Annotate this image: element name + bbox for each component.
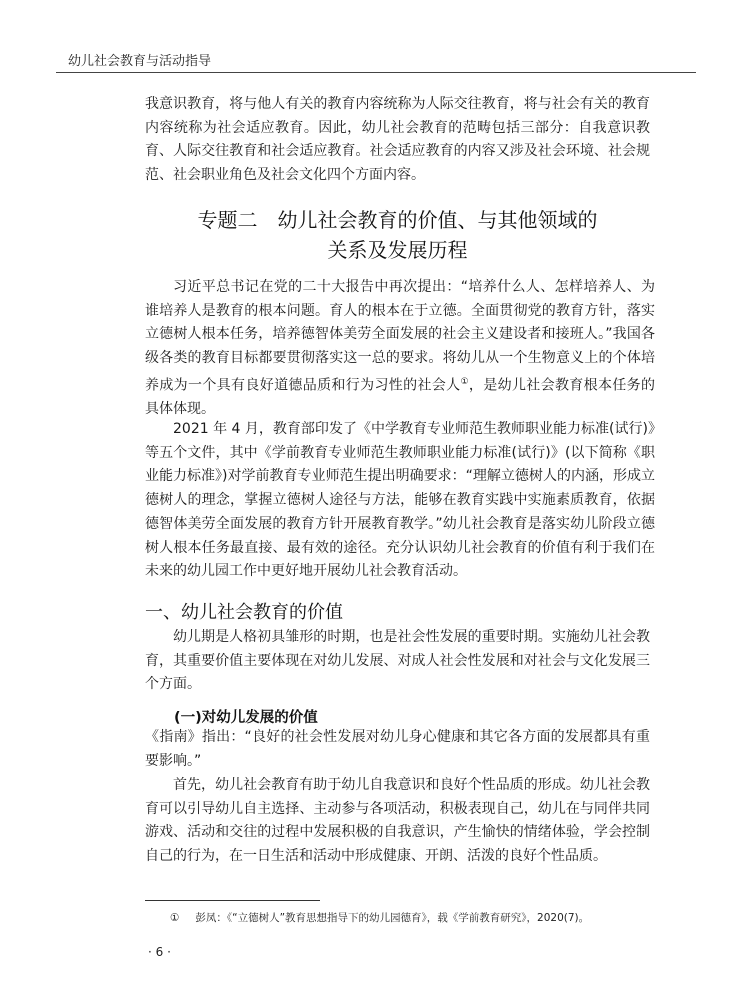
footnote-mark: ① bbox=[170, 912, 180, 924]
chapter-title bbox=[145, 205, 650, 265]
paragraph-ministry-standard: 2021 年 4 月，教育部印发了《中学教育专业师范生教师职业能力标准(试行)》等五个文件，其中《学前教育专业师范生教师职业能力标准(试行)》(以下简称《职业能力标准》)对学前教育专业师范生提出明确要求：“理解立德树人的内涵，形成立德树人的理念，掌握立德树人途径与方法，能够在教育实践中实施素质教育，依据德智体美劳全面发展的教育方针开展教育教学。”幼儿社会教育是落实幼儿阶段立德树人根本任务最直接、最有效的途径。充分认识幼儿社会教育的价值有利于我们在未来的幼儿园工作中更好地开展幼儿社会教育活动。 bbox=[145, 421, 655, 580]
paragraph-continued: 我意识教育，将与他人有关的教育内容统称为人际交往教育，将与社会有关的教育内容统称为社会适应教育。因此，幼儿社会教育的范畴包括三部分：自我意识教育、人际交往教育和社会适应教育。社会适应教育的内容又涉及社会环境、社会规范、社会职业角色及社会文化四个方面内容。 bbox=[145, 96, 650, 184]
footnote-divider bbox=[145, 900, 320, 901]
footnote-text: 彭凤：《“立德树人”教育思想指导下的幼儿园德育》，载《学前教育研究》，2020(7)。 bbox=[195, 912, 590, 924]
chapter-title-line-2: 关系及发展历程 bbox=[327, 238, 468, 262]
running-header: 幼儿社会教育与活动指导 bbox=[68, 54, 212, 69]
paragraph-intro: 幼儿期是人格初具雏形的时期，也是社会性发展的重要时期。实施幼儿社会教育，其重要价值主要体现在对幼儿发展、对成人社会性发展和对社会与文化发展三个方面。 bbox=[145, 629, 650, 693]
footnote bbox=[170, 910, 589, 925]
header-divider bbox=[56, 72, 696, 73]
paragraph-xi-quote bbox=[145, 276, 655, 422]
paragraph-first-value: 首先，幼儿社会教育有助于幼儿自我意识和良好个性品质的形成。幼儿社会教育可以引导幼儿自主选择、主动参与各项活动，积极表现自己，幼儿在与同伴共同游戏、活动和交往的过程中发展积极的自我意识，产生愉快的情绪体验，学会控制自己的行为，在一日生活和活动中形成健康、开朗、活泼的良好个性品质。 bbox=[145, 777, 650, 865]
subsection-heading: (一)对幼儿发展的价值 bbox=[174, 710, 318, 726]
paragraph-text-end: ，是幼儿社会教育根本任务的具体体现。 bbox=[145, 377, 656, 418]
footnote-reference[interactable]: ① bbox=[460, 376, 469, 387]
page-number: · 6 · bbox=[148, 945, 171, 959]
chapter-title-line-1: 专题二 幼儿社会教育的价值、与其他领域的 bbox=[197, 208, 598, 232]
paragraph-guide-quote: 《指南》指出：“良好的社会性发展对幼儿身心健康和其它各方面的发展都具有重要影响。” bbox=[145, 729, 650, 769]
section-heading: 一、幼儿社会教育的价值 bbox=[145, 602, 343, 623]
paragraph-text: 习近平总书记在党的二十大报告中再次提出：“培养什么人、怎样培养人、为谁培养人是教育的根本问题。育人的根本在于立德。全面贯彻党的教育方针，落实立德树人根本任务，培养德智体美劳全面发展的社会主义建设者和接班人。”我国各级各类的教育目标都要贯彻落实这一总的要求。将幼儿从一个生物意义上的个体培养成为一个具有良好道德品质和行为习性的社会人 bbox=[145, 279, 655, 394]
